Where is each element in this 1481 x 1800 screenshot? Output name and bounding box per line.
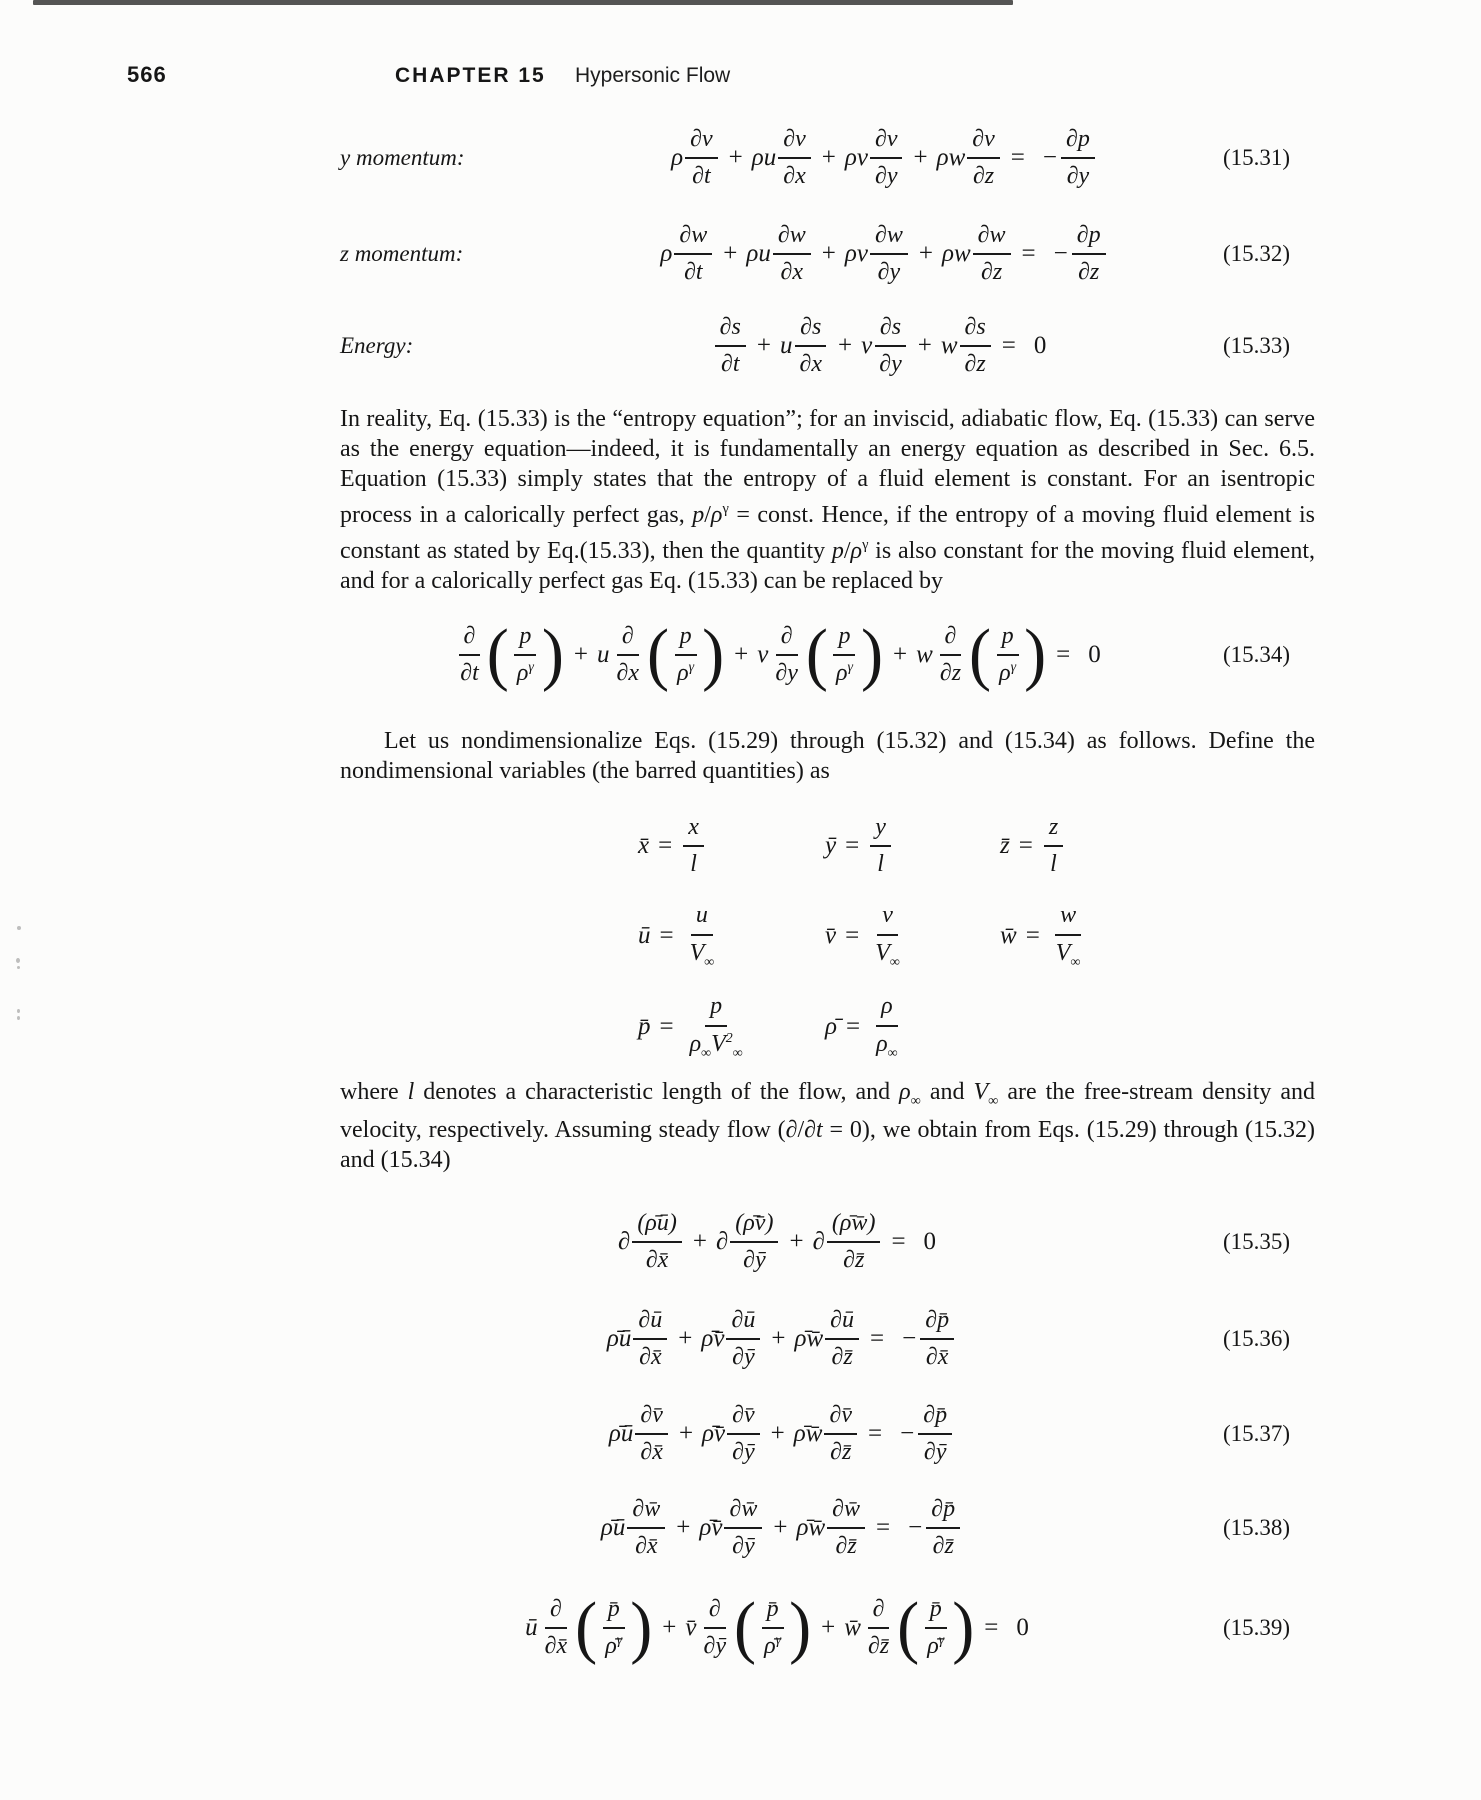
math-variable: w <box>916 641 933 668</box>
math-operator: = <box>845 921 860 949</box>
math-variable: ρ̄v̄ <box>699 1514 723 1542</box>
fraction: $\frac{\partial}{\partial t}$ <box>460 622 479 686</box>
fraction: $\frac{\partial w̄}{\partial z̄}$ <box>827 1494 865 1562</box>
equation-math <box>340 1494 1223 1562</box>
fraction: $\frac{\partial}{\partial y}$ <box>775 622 798 686</box>
math-variable: ∂ <box>617 1228 631 1256</box>
math-operator: + <box>918 240 933 267</box>
math-variable: v̄ <box>825 921 837 949</box>
math-operator: = <box>1010 144 1025 171</box>
math-operator: = <box>658 832 673 860</box>
equation-math <box>545 312 1223 380</box>
scan-speck <box>17 1016 20 1020</box>
scan-speck <box>17 926 21 930</box>
equation-label: Energy: <box>340 333 414 358</box>
fraction: $\frac{\partial}{\partial z}$ <box>939 622 962 686</box>
math-operator: = <box>1025 921 1040 949</box>
math-operator: 0 <box>1088 641 1101 668</box>
fraction: $\frac{\partial v̄}{\partial z̄}$ <box>824 1400 857 1468</box>
equation-number: (15.34) <box>1223 642 1291 667</box>
fraction: $\frac{\partial}{\partial x̄}$ <box>544 1596 568 1660</box>
math-operator: = <box>984 1614 999 1642</box>
equation-number: (15.33) <box>1223 333 1291 358</box>
math-operator: + <box>771 1325 786 1353</box>
math-operator: = <box>846 1012 861 1040</box>
math-operator: + <box>728 144 743 171</box>
fraction: $\frac{\partial w}{\partial z}$ <box>973 220 1011 288</box>
equation-15-37 <box>340 1387 1315 1481</box>
math-operator: − <box>900 1420 915 1448</box>
math-operator: = <box>659 1012 674 1040</box>
fraction: $\frac{\partial p̄}{\partial x̄}$ <box>920 1305 954 1373</box>
math-operator: + <box>893 641 908 668</box>
math-operator: = <box>659 921 674 949</box>
fraction: $\frac{p̄}{\rhō^\gamma}$ <box>759 1594 786 1662</box>
math-operator: = <box>891 1228 906 1256</box>
fraction: $\frac{\partial p̄}{\partial z̄}$ <box>926 1494 960 1562</box>
math-variable: ρ̄ū <box>608 1420 634 1448</box>
nondim-definition <box>638 991 825 1062</box>
math-operator: + <box>676 1514 691 1542</box>
math-variable: ρ̄w̄ <box>796 1514 826 1542</box>
math-variable: ρ̄v̄ <box>702 1420 726 1448</box>
math-operator: + <box>770 1420 785 1448</box>
math-operator: − <box>908 1514 923 1542</box>
equation-15-39 <box>340 1575 1315 1681</box>
math-variable: z̄ <box>1000 832 1010 860</box>
fraction: $\frac{\partial s}{\partial x}$ <box>794 312 827 380</box>
math-variable: ρ <box>671 144 684 171</box>
fraction: $\frac{\partial s}{\partial t}$ <box>715 312 746 380</box>
equation-label: z momentum: <box>340 241 464 266</box>
fraction: $\frac{\partial w}{\partial x}$ <box>773 220 811 288</box>
math-operator: + <box>692 1228 707 1256</box>
math-operator: + <box>789 1228 804 1256</box>
paragraph-entropy-discussion: In reality, Eq. (15.33) is the “entropy equation”; for an inviscid, adiabatic flow, Eq. (15.33) can serve as the energy equation—indeed, it is fundamentally an energy equation as described in Sec. 6.5. Equation (15.33) simply states that the entropy of a fluid element is constant. For an isentropic process in a calorically perfect gas, $p/\rho^\gamma$ = const. Hence, if the entropy of a moving fluid element is constant as stated by Eq.(15.33), then the quantity $p/\rho^\gamma$ is also constant for the moving fluid element, and for a calorically perfect gas Eq. (15.33) can be replaced by <box>340 406 1316 594</box>
fraction: $\frac{\partial w̄}{\partial ȳ}$ <box>724 1494 762 1562</box>
equation-15-32 <box>340 206 1315 302</box>
equation-math: $\frac{\partial}{\partial t}$ ( $\frac{p}{\rho^\gamma}$ ) + u $\frac{\partial}{\partial x}$ ( $\frac{p}{\rho^\gamma}$ ) + v $\frac{\partial}{\partial y}$ ( $\frac{p}{\rho^\gamma}$ ) + w $\frac{\partial}{\partial z}$ ( $\frac{p}{\rho^\gamma}$ ) = 0 <box>340 621 1223 689</box>
equation-number: (15.38) <box>1223 1515 1291 1541</box>
nondim-definition <box>1000 900 1315 971</box>
equation-math <box>340 1208 1223 1276</box>
math-operator: = <box>876 1514 891 1542</box>
fraction: $\frac{(\rhōw̄)}{\partial z̄}$ <box>827 1208 881 1276</box>
fraction: $\frac{\partial w̄}{\partial x̄}$ <box>627 1494 665 1562</box>
fraction: $\frac{\rho}{\rho_\infty}$ <box>876 993 898 1061</box>
math-operator: + <box>573 641 588 668</box>
equation-15-31 <box>340 110 1315 206</box>
math-operator: = <box>1001 332 1016 359</box>
math-variable: v̄ <box>685 1614 697 1642</box>
math-variable: ρ <box>660 240 673 267</box>
math-operator: + <box>678 1325 693 1353</box>
math-variable: w̄ <box>1000 921 1017 949</box>
chapter-label: CHAPTER 15 <box>395 64 546 87</box>
equation-math <box>545 220 1223 288</box>
math-operator: + <box>917 332 932 359</box>
fraction: $\frac{p}{\rho^\gamma}$ <box>672 621 699 689</box>
math-operator: + <box>773 1514 788 1542</box>
math-variable: u <box>597 641 610 668</box>
math-operator: − <box>1042 144 1058 171</box>
math-variable: ρw <box>936 144 966 171</box>
equation-math <box>340 1400 1223 1468</box>
math-variable: ∂ <box>812 1228 825 1256</box>
nondim-definition <box>638 900 825 971</box>
scan-artifact-bar <box>33 0 1013 5</box>
fraction: $\frac{\partial}{\partial ȳ}$ <box>703 1596 726 1660</box>
math-operator: + <box>913 144 928 171</box>
fraction: $\frac{\partial v̄}{\partial ȳ}$ <box>727 1400 760 1468</box>
fraction: $\frac{\partial w}{\partial y}$ <box>870 220 908 288</box>
equation-15-34 <box>340 600 1315 710</box>
math-variable: ρ̄w̄ <box>793 1420 823 1448</box>
math-operator: 0 <box>1016 1614 1029 1642</box>
math-variable: ρw <box>941 240 971 267</box>
math-variable: x̄ <box>638 832 650 860</box>
math-variable: ρv <box>844 240 868 267</box>
equation-number: (15.31) <box>1223 145 1291 170</box>
math-variable: ρu <box>746 240 771 267</box>
math-variable: u <box>779 332 793 359</box>
math-operator: 0 <box>923 1228 937 1256</box>
math-variable: ρv <box>844 144 868 171</box>
fraction: $\frac{\partial p̄}{\partial ȳ}$ <box>918 1400 952 1468</box>
math-variable: ȳ <box>825 832 837 860</box>
math-operator: + <box>821 144 836 171</box>
fraction: $\frac{\partial}{\partial x}$ <box>616 622 640 686</box>
math-variable: ū <box>638 921 651 949</box>
math-operator: 0 <box>1033 332 1047 359</box>
fraction: $\frac{\partial w}{\partial t}$ <box>674 220 712 288</box>
math-operator: = <box>1018 832 1033 860</box>
fraction: $\frac{(\rhōv̄)}{\partial ȳ}$ <box>730 1208 778 1276</box>
fraction: $\frac{p}{\rho^\gamma}$ <box>831 621 858 689</box>
math-variable: ρ̄v̄ <box>701 1325 725 1353</box>
fraction: $\frac{\partial s}{\partial y}$ <box>874 312 907 380</box>
math-variable: v <box>757 641 769 668</box>
math-operator: + <box>837 332 853 359</box>
fraction: $\frac{\partial p}{\partial y}$ <box>1061 124 1095 192</box>
equation-number: (15.36) <box>1223 1326 1291 1352</box>
fraction: $\frac{p̄}{\rhō^\gamma}$ <box>600 1594 627 1662</box>
equation-math: ū $\frac{\partial}{\partial x̄}$ ( $\frac{p̄}{\rhō^\gamma}$ ) + v̄ $\frac{\partial}{\partial ȳ}$ ( $\frac{p̄}{\rhō^\gamma}$ ) + w̄ $\frac{\partial}{\partial z̄}$ ( $\frac{p̄}{\rhō^\gamma}$ ) = 0 <box>525 1589 1029 1667</box>
fraction: $\frac{v}{V_\infty}$ <box>875 902 900 970</box>
equation-number: (15.35) <box>1223 1229 1291 1255</box>
fraction: $\frac{\partial ū}{\partial ȳ}$ <box>726 1305 760 1373</box>
nondim-definition <box>825 991 1000 1062</box>
equation-number: (15.37) <box>1223 1421 1291 1447</box>
math-operator: + <box>734 641 749 668</box>
equation-number: (15.32) <box>1223 241 1291 266</box>
fraction: $\frac{\partial v}{\partial x}$ <box>778 124 811 192</box>
equation-math <box>545 124 1223 192</box>
paragraph-freestream-note: where l denotes a characteristic length of the flow, and $\rho_\infty$ and $V_\infty$ are the free-stream density and velocity, respectively. Assuming steady flow (∂/∂t = 0), we obtain from Eqs. (15.29) through (15.32) and (15.34) <box>340 1078 1316 1174</box>
equation-math <box>340 1305 1223 1373</box>
math-operator: = <box>845 832 860 860</box>
fraction: $\frac{(\rhōū)}{\partial x̄}$ <box>632 1208 682 1276</box>
scan-speck <box>17 1009 20 1013</box>
equation-number: (15.39) <box>1223 1615 1291 1641</box>
math-operator: + <box>821 1614 836 1642</box>
scan-speck <box>17 966 20 969</box>
math-operator: + <box>662 1614 677 1642</box>
nondim-definition <box>1000 812 1315 880</box>
fraction: $\frac{\partial ū}{\partial x̄}$ <box>633 1305 667 1373</box>
math-variable: ρu <box>751 144 777 171</box>
math-variable: ρ̄ū <box>600 1514 626 1542</box>
math-operator: = <box>1056 641 1071 668</box>
math-operator: = <box>867 1420 883 1448</box>
equation-15-38 <box>340 1481 1315 1575</box>
fraction: $\frac{\partial v}{\partial y}$ <box>870 124 903 192</box>
math-variable: ρ̄ <box>825 1012 837 1040</box>
math-operator: = <box>870 1325 885 1353</box>
equation-15-36 <box>340 1291 1315 1387</box>
math-variable: ∂ <box>715 1228 729 1256</box>
page-number: 566 <box>127 62 167 87</box>
fraction: $\frac{p}{\rho^\gamma}$ <box>994 621 1021 689</box>
math-operator: − <box>1053 240 1068 267</box>
math-operator: + <box>678 1420 694 1448</box>
equation-label: y momentum: <box>340 145 465 170</box>
math-variable: w̄ <box>844 1614 861 1642</box>
paragraph-nondimensionalize-intro: Let us nondimensionalize Eqs. (15.29) through (15.32) and (15.34) as follows. Define the nondimensional variables (the barred quantities) as <box>340 728 1315 784</box>
math-operator: + <box>723 240 738 267</box>
nondim-definition <box>825 812 1000 880</box>
math-variable: ρ̄w̄ <box>794 1325 824 1353</box>
page-header <box>0 62 1481 92</box>
math-operator: = <box>1021 240 1036 267</box>
equation-15-33 <box>340 302 1315 390</box>
page-body <box>340 110 1315 1681</box>
math-variable: ū <box>525 1614 538 1642</box>
fraction: $\frac{p}{\rho^\gamma}$ <box>512 621 539 689</box>
math-variable: w <box>940 332 958 359</box>
fraction: $\frac{u}{V_\infty}$ <box>689 902 715 970</box>
math-operator: − <box>902 1325 917 1353</box>
fraction: $\frac{\partial p}{\partial z}$ <box>1072 220 1106 288</box>
math-operator: + <box>821 240 836 267</box>
fraction: $\frac{\partial v}{\partial t}$ <box>685 124 718 192</box>
fraction: $\frac{p̄}{\rhō^\gamma}$ <box>922 1594 949 1662</box>
equation-15-35 <box>340 1193 1315 1291</box>
math-variable: p̄ <box>638 1012 651 1040</box>
fraction: $\frac{y}{l}$ <box>870 812 891 880</box>
nondimensional-variables-grid <box>638 812 1315 1063</box>
math-operator: + <box>756 332 771 359</box>
scan-speck <box>16 958 20 963</box>
fraction: $\frac{p}{\rho_\infty V^2_\infty}$ <box>689 993 743 1061</box>
fraction: $\frac{\partial s}{\partial z}$ <box>960 312 991 380</box>
fraction: $\frac{z}{l}$ <box>1044 812 1063 880</box>
fraction: $\frac{x}{l}$ <box>683 812 704 880</box>
chapter-title: Hypersonic Flow <box>575 64 731 87</box>
fraction: $\frac{\partial v̄}{\partial x̄}$ <box>635 1400 668 1468</box>
math-variable: ρ̄ū <box>606 1325 632 1353</box>
fraction: $\frac{\partial}{\partial z̄}$ <box>867 1596 890 1660</box>
fraction: $\frac{\partial ū}{\partial z̄}$ <box>825 1305 859 1373</box>
nondim-definition <box>825 900 1000 971</box>
fraction: $\frac{\partial v}{\partial z}$ <box>967 124 1000 192</box>
fraction: $\frac{w}{V_\infty}$ <box>1055 902 1081 970</box>
nondim-definition <box>638 812 825 880</box>
math-variable: v <box>861 332 873 359</box>
